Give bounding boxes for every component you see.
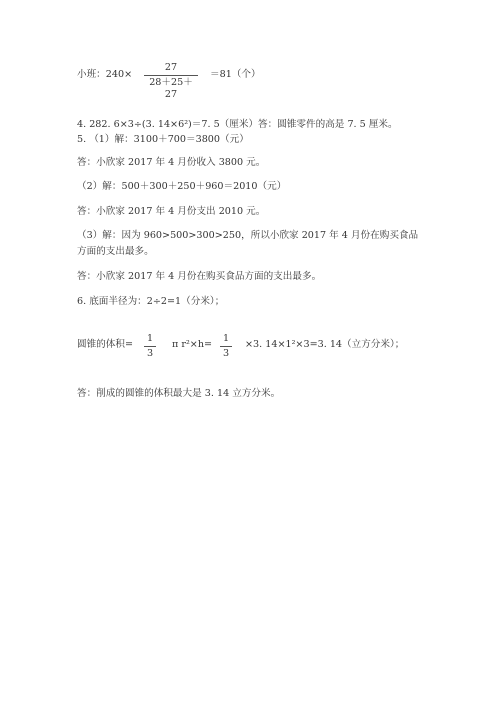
fraction-bar <box>144 346 156 347</box>
cone-volume-label: 圆锥的体积= <box>77 339 134 350</box>
fraction-denominator: 3 <box>146 348 154 359</box>
small-class-fraction <box>144 62 198 101</box>
q5-answer1: 答：小欣家 2017 年 4 月份收入 3800 元。 <box>77 157 266 168</box>
q5-part3: （3）解：因为 960>500>300>250，所以小欣家 2017 年 4 月份在购买食品方面的支出最多。 <box>77 230 419 257</box>
small-class-result: ＝81（个） <box>210 69 261 80</box>
cone-volume-middle: π r²×h= <box>172 339 213 350</box>
fraction-bar <box>220 346 232 347</box>
q5-answer2: 答：小欣家 2017 年 4 月份支出 2010 元。 <box>77 206 266 217</box>
cone-volume-tail: ×3. 14×1²×3=3. 14（立方分米）； <box>245 339 405 350</box>
small-class-prefix: 小班：240× <box>77 69 133 80</box>
cone-fraction-1 <box>144 333 156 360</box>
q6-line: 6. 底面半径为：2÷2=1（分米）； <box>77 296 225 307</box>
q6-answer: 答：削成的圆锥的体积最大是 3. 14 立方分米。 <box>77 388 281 399</box>
fraction-denominator: 3 <box>222 348 230 359</box>
q5-answer3: 答：小欣家 2017 年 4 月份在购买食品方面的支出最多。 <box>77 271 322 282</box>
q4-line: 4. 282. 6×3÷(3. 14×6²)＝7. 5（厘米）答：圆锥零件的高是 7. 5 厘米。 <box>77 119 398 130</box>
fraction-numerator: 27 <box>164 62 178 73</box>
fraction-numerator: 1 <box>146 333 154 344</box>
q5-part1: 5. （1）解：3100＋700＝3800（元） <box>77 134 249 145</box>
fraction-denominator: 28＋25＋27 <box>149 77 193 100</box>
q5-part2: （2）解：500＋300＋250＋960＝2010（元） <box>77 181 287 192</box>
fraction-bar <box>144 75 198 76</box>
fraction-numerator: 1 <box>222 333 230 344</box>
cone-fraction-2 <box>220 333 232 360</box>
